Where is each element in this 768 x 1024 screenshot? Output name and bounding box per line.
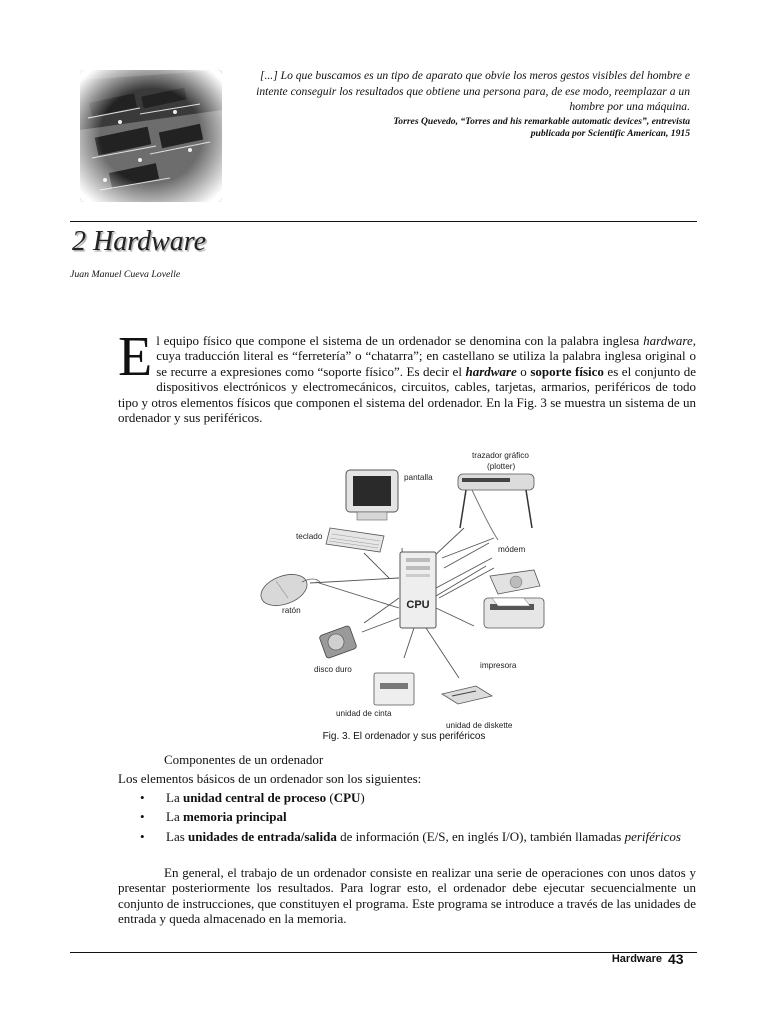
diskette-unit-icon: [442, 686, 492, 704]
intro-text-3: o: [516, 363, 531, 379]
elements-list: [140, 790, 696, 848]
list-item: • Las unidades de entrada/salida de información (E/S, en inglés I/O), también llamadas periféricos: [140, 829, 696, 844]
chapter-title: 2 Hardware: [72, 226, 207, 257]
page-number: 43: [668, 951, 684, 967]
mouse-icon: [257, 569, 320, 612]
label-cpu: CPU: [406, 599, 430, 611]
list-item: • La memoria principal: [140, 809, 696, 824]
components-caption: Componentes de un ordenador: [164, 752, 324, 767]
intro-paragraph: [118, 326, 696, 426]
intro-text-2: , cuya traducción literal es “ferretería” o “chatarra”; en castellano se utiliza la palabra inglesa original o se recurre a expresiones como “soporte físico”. Es decir el: [156, 333, 696, 379]
plotter-icon: [458, 474, 534, 540]
elements-intro: Los elementos básicos de un ordenador son los siguientes:: [118, 771, 422, 786]
label-plotter-1: trazador gráfico: [472, 451, 529, 460]
intro-em-hardware: hardware: [643, 333, 693, 348]
intro-bold-hardware: hardware: [465, 363, 517, 379]
label-modem: módem: [498, 545, 526, 554]
drop-cap: E: [118, 326, 153, 388]
modem-icon: [490, 570, 540, 594]
intro-text-4: es el conjunto de dispositivos electrónicos y electromecánicos, circuitos, cables, tarjetas, armarios, periféricos de todo tipo y otros elementos físicos que componen el sistema del ordenador. En la Fig. 3 se muestra un sistema de un ordenador y sus periféricos.: [118, 363, 696, 426]
chapter-author: Juan Manuel Cueva Lovelle: [70, 269, 181, 280]
label-impresora: impresora: [480, 661, 517, 670]
footer-title: Hardware: [611, 953, 662, 965]
intro-bold-soporte: soporte físico: [530, 363, 604, 379]
intro-text-1: l equipo físico que compone el sistema de un ordenador se denomina con la palabra inglesa: [156, 333, 644, 348]
computer-peripherals-diagram: [254, 448, 554, 748]
label-diskette: unidad de diskette: [446, 721, 513, 730]
epigraph-source-line2: publicada por Scientific American, 1915: [530, 128, 690, 140]
tape-unit-icon: [374, 673, 414, 705]
keyboard-icon: [326, 528, 384, 552]
label-plotter-2: (plotter): [487, 462, 516, 471]
epigraph-source: [300, 116, 690, 141]
epigraph-source-line1: Torres Quevedo, “Torres and his remarkable automatic devices”, entrevista: [393, 116, 690, 127]
circuit-board-image: [80, 70, 222, 202]
hard-disk-icon: [319, 625, 357, 658]
cpu-tower-icon: [400, 552, 436, 628]
label-raton: ratón: [282, 606, 301, 615]
label-pantalla: pantalla: [404, 473, 433, 482]
epigraph-quote: [...] Lo que buscamos es un tipo de aparato que obvie los meros gestos visibles del hombre e intente conseguir los resultados que obtiene una persona para, de ese modo, reemplazar a un hombre por una máquina.: [256, 69, 690, 114]
label-teclado: teclado: [296, 532, 323, 541]
label-cinta: unidad de cinta: [336, 709, 392, 718]
list-item: • La unidad central de proceso (CPU): [140, 790, 696, 805]
conclusion-paragraph: En general, el trabajo de un ordenador consiste en realizar una serie de operaciones con unos datos y presentar posteriormente los resultados. Para lograr esto, el ordenador debe ejecutar secuencialmente un conjunto de instrucciones, que constituyen el programa. Este programa se introduce a través de las unidades de entrada y queda almacenado en la memoria.: [118, 865, 696, 927]
printer-icon: [484, 598, 544, 628]
figure-caption: Fig. 3. El ordenador y sus periféricos: [322, 731, 486, 742]
monitor-icon: [346, 470, 398, 520]
header-rule: [70, 221, 697, 222]
label-disco: disco duro: [314, 665, 352, 674]
